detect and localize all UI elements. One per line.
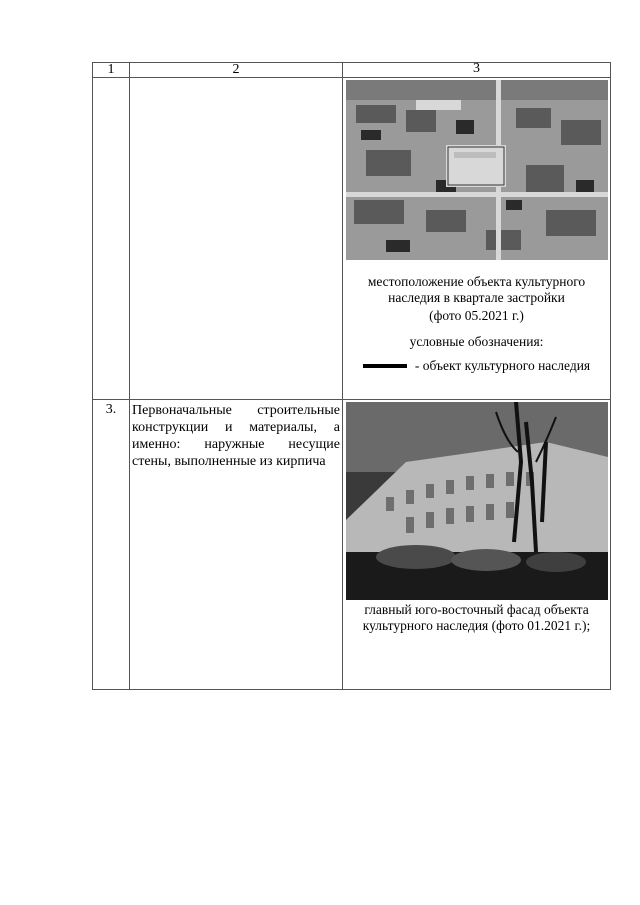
header-col-2: 2 (130, 63, 343, 78)
photo-caption: главный юго-восточный фасад объекта культурного наследия (фото 01.2021 г.); (362, 602, 591, 633)
photo-caption: местоположение объекта культурного наследия в квартале застройки (367, 274, 586, 305)
table-row (93, 78, 611, 400)
row-number: 3. (93, 400, 130, 690)
table-header-row (93, 63, 611, 78)
header-col-3: 3 (343, 63, 611, 78)
photo-date: (фото 05.2021 г.) (429, 308, 524, 323)
photo-cell (343, 400, 611, 690)
header-col-1: 1 (93, 63, 130, 78)
heritage-table (92, 62, 611, 690)
table-row (93, 400, 611, 690)
facade-photo (346, 402, 608, 600)
aerial-photo (346, 80, 608, 260)
row-description (130, 78, 343, 400)
photo-cell (343, 78, 611, 400)
legend-line-icon (363, 364, 407, 368)
legend (343, 358, 610, 374)
legend-label: - объект культурного наследия (414, 358, 591, 373)
row-description: Первоначальные строительные конструкции и материалы, а именно: наружные несущие стены, выполненные из кирпича (130, 400, 343, 690)
legend-title: условные обозначения: (409, 334, 544, 349)
row-number (93, 78, 130, 400)
